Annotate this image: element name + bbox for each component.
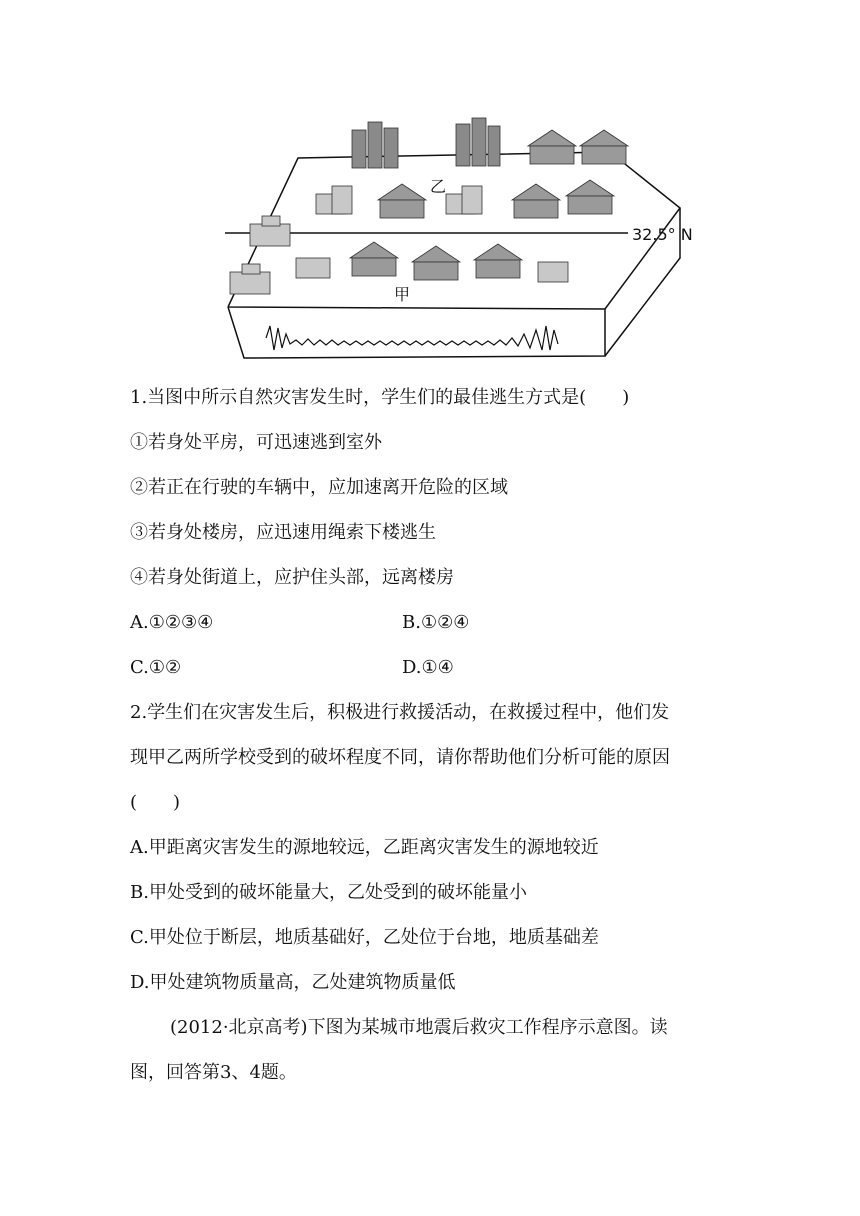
q2-option-d: D.甲处建筑物质量高，乙处建筑物质量低 bbox=[130, 972, 456, 993]
top-face-outline bbox=[228, 152, 680, 309]
front-face-outline bbox=[228, 307, 605, 358]
intro-line1: (2012·北京高考)下图为某城市地震后救灾工作程序示意图。读 bbox=[170, 1017, 668, 1038]
q1-option-b: B.①②④ bbox=[402, 612, 470, 633]
tower-building-icon bbox=[352, 118, 500, 168]
seismic-wave-icon bbox=[266, 326, 558, 350]
earthquake-block-diagram bbox=[200, 112, 720, 364]
q2-option-a: A.甲距离灾害发生的源地较远，乙距离灾害发生的源地较近 bbox=[130, 837, 599, 858]
q2-stem-line2: 现甲乙两所学校受到的破坏程度不同，请你帮助他们分析可能的原因 bbox=[130, 747, 670, 768]
label-jia: 甲 bbox=[394, 285, 411, 304]
q1-item-1: ①若身处平房，可迅速逃到室外 bbox=[130, 432, 382, 453]
q2-stem-line3: ( ) bbox=[130, 792, 181, 813]
q1-item-3: ③若身处楼房，应迅速用绳索下楼逃生 bbox=[130, 522, 436, 543]
q1-option-c: C.①② bbox=[130, 657, 182, 678]
q2-stem-line1: 2.学生们在灾害发生后，积极进行救援活动，在救援过程中，他们发 bbox=[130, 702, 670, 723]
intro-line2: 图，回答第3、4题。 bbox=[130, 1062, 297, 1083]
q2-option-c: C.甲处位于断层，地质基础好，乙处位于台地，地质基础差 bbox=[130, 927, 599, 948]
q1-option-a: A.①②③④ bbox=[130, 612, 214, 633]
q1-item-2: ②若正在行驶的车辆中，应加速离开危险的区域 bbox=[130, 477, 508, 498]
q2-option-b: B.甲处受到的破坏能量大，乙处受到的破坏能量小 bbox=[130, 882, 527, 903]
q1-item-4: ④若身处街道上，应护住头部，远离楼房 bbox=[130, 567, 454, 588]
q1-stem: 1.当图中所示自然灾害发生时，学生们的最佳逃生方式是( ) bbox=[130, 387, 630, 408]
block-diagram-svg bbox=[200, 112, 720, 364]
q1-option-d: D.①④ bbox=[402, 657, 454, 678]
latitude-label: 32.5° N bbox=[632, 225, 693, 244]
label-yi: 乙 bbox=[430, 177, 447, 196]
